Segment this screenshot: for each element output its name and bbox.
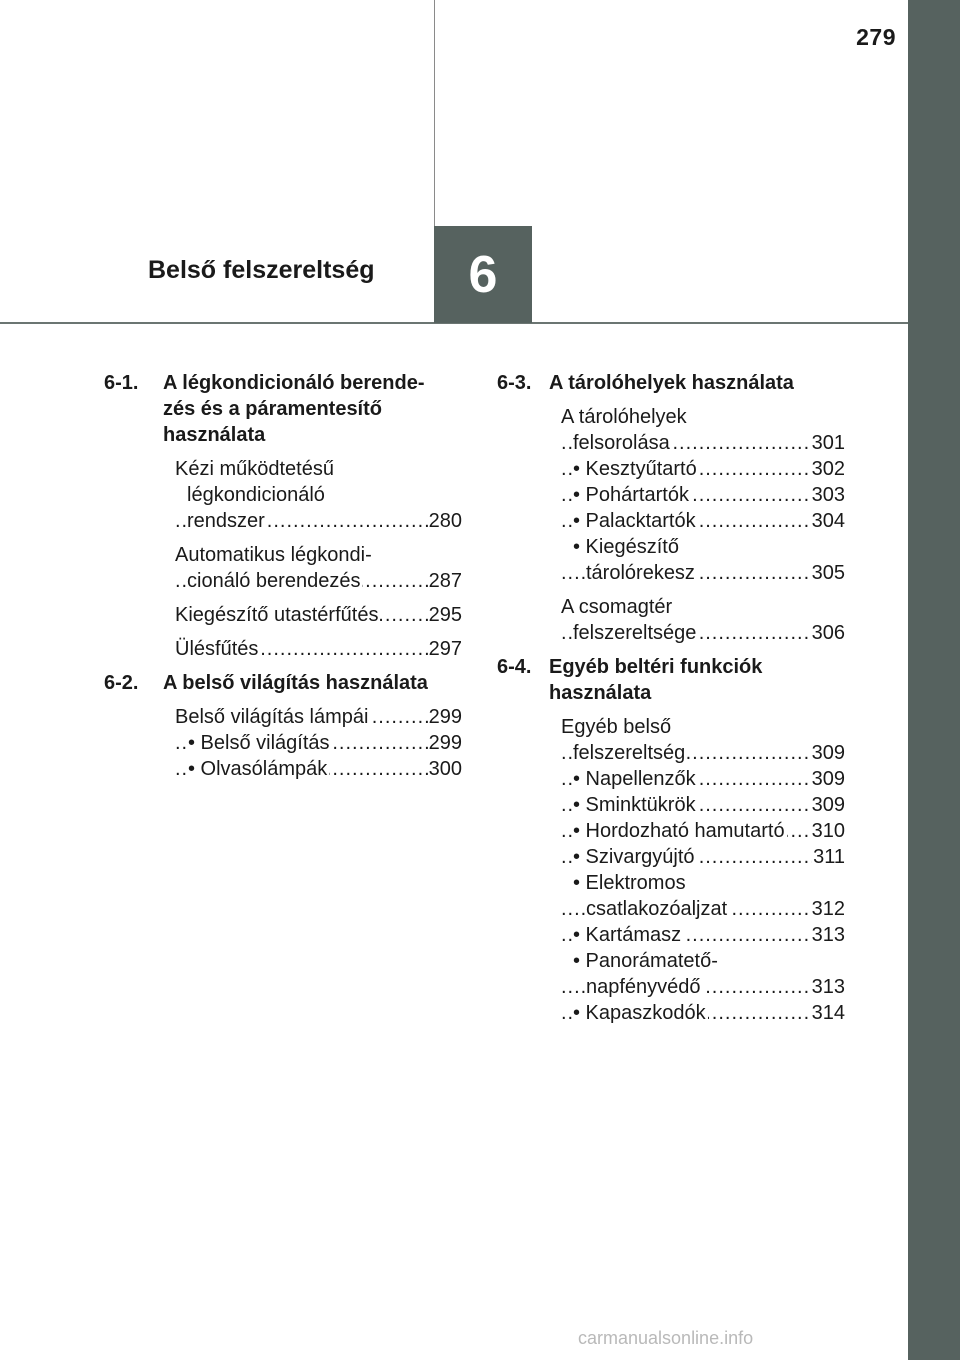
section-number: 6-3. <box>497 372 532 394</box>
toc-entry-armrest[interactable]: • Kartámasz ..... 313 <box>497 922 845 948</box>
toc-entry-luggage-features[interactable]: A csomagtér felszereltsége ..... 306 <box>497 594 845 646</box>
toc-section-6-4[interactable] <box>497 654 845 706</box>
page-ref: 295 <box>428 604 462 626</box>
section-title: A tárolóhelyek használata <box>549 372 794 394</box>
page-ref: 297 <box>428 638 462 660</box>
toc-entry-power-outlet[interactable]: • Elektromos csatlakozóaljzat ..... 312 <box>497 870 845 922</box>
page-ref: 302 <box>811 458 845 480</box>
page-ref: 313 <box>811 976 845 998</box>
chapter-title: Belső felszereltség <box>148 256 375 284</box>
toc-entry-other-interior-features[interactable]: Egyéb belső felszereltség ..... 309 <box>497 714 845 766</box>
chapter-side-tab <box>908 0 960 1360</box>
page-ref: 305 <box>811 562 845 584</box>
toc-entry-sun-visors[interactable]: • Napellenzők ..... 309 <box>497 766 845 792</box>
page-ref: 287 <box>428 570 462 592</box>
toc-entry-bottle-holders[interactable]: • Palacktartók ..... 304 <box>497 508 845 534</box>
toc-entry-portable-ashtray[interactable]: • Hordozható hamutartó ..... 310 <box>497 818 845 844</box>
toc-entry-storage-list[interactable]: A tárolóhelyek felsorolása ..... 301 <box>497 404 845 456</box>
page-ref: 304 <box>811 510 845 532</box>
chapter-number-box: 6 <box>434 226 532 323</box>
page-ref: 314 <box>811 1002 845 1024</box>
page-ref: 313 <box>811 924 845 946</box>
page-ref: 299 <box>428 706 462 728</box>
toc-entry-cup-holders[interactable]: • Pohártartók ..... 303 <box>497 482 845 508</box>
page-ref: 301 <box>811 432 845 454</box>
page-ref: 280 <box>428 510 462 532</box>
toc-entry-automatic-ac[interactable]: Automatikus légkondi- cionáló berendezés ..... 287 <box>104 542 462 594</box>
section-title: A légkondicionáló berende- zés és a páramentesítő használata <box>163 372 425 446</box>
toc-entry-auxiliary-heater[interactable]: Kiegészítő utastérfűtés ..... 295 <box>104 602 462 628</box>
toc-left-column <box>104 370 462 782</box>
header-divider-vertical <box>434 0 435 226</box>
section-number: 6-2. <box>104 672 139 694</box>
section-title: A belső világítás használata <box>163 672 428 694</box>
page-ref: 299 <box>428 732 462 754</box>
toc-entry-auxiliary-boxes[interactable]: • Kiegészítő tárolórekesz ..... 305 <box>497 534 845 586</box>
toc-section-6-3[interactable] <box>497 370 845 396</box>
toc-entry-interior-lights-list[interactable]: Belső világítás lámpái ..... 299 <box>104 704 462 730</box>
toc-section-6-1[interactable] <box>104 370 462 448</box>
section-title: Egyéb beltéri funkciók használata <box>549 656 763 704</box>
section-number: 6-4. <box>497 656 532 678</box>
toc-entry-cigarette-lighter[interactable]: • Szivargyújtó ..... 311 <box>497 844 845 870</box>
toc-section-6-2[interactable] <box>104 670 462 696</box>
page-ref: 309 <box>811 768 845 790</box>
page-ref: 300 <box>428 758 462 780</box>
page-ref: 309 <box>811 794 845 816</box>
watermark: carmanualsonline.info <box>578 1328 754 1348</box>
toc-entry-glove-box[interactable]: • Kesztyűtartó ..... 302 <box>497 456 845 482</box>
page-number: 279 <box>856 24 896 50</box>
toc-entry-assist-grips[interactable]: • Kapaszkodók ..... 314 <box>497 1000 845 1026</box>
page-ref: 312 <box>811 898 845 920</box>
section-number: 6-1. <box>104 372 139 394</box>
toc-entry-manual-ac[interactable]: Kézi működtetésű légkondicionáló rendszer ..... 280 <box>104 456 462 534</box>
page-ref: 306 <box>811 622 845 644</box>
page-ref: 310 <box>811 820 845 842</box>
toc-right-column <box>497 370 845 1026</box>
page-ref: 309 <box>811 742 845 764</box>
toc-entry-reading-lights[interactable]: • Olvasólámpák ..... 300 <box>104 756 462 782</box>
toc-entry-panoramic-roof-shade[interactable]: • Panorámatető- napfényvédő ..... 313 <box>497 948 845 1000</box>
toc-entry-seat-heater[interactable]: Ülésfűtés ..... 297 <box>104 636 462 662</box>
toc-entry-interior-lights[interactable]: • Belső világítás ..... 299 <box>104 730 462 756</box>
toc-entry-vanity-mirrors[interactable]: • Sminktükrök ..... 309 <box>497 792 845 818</box>
page-ref: 311 <box>813 846 845 868</box>
page-ref: 303 <box>811 484 845 506</box>
